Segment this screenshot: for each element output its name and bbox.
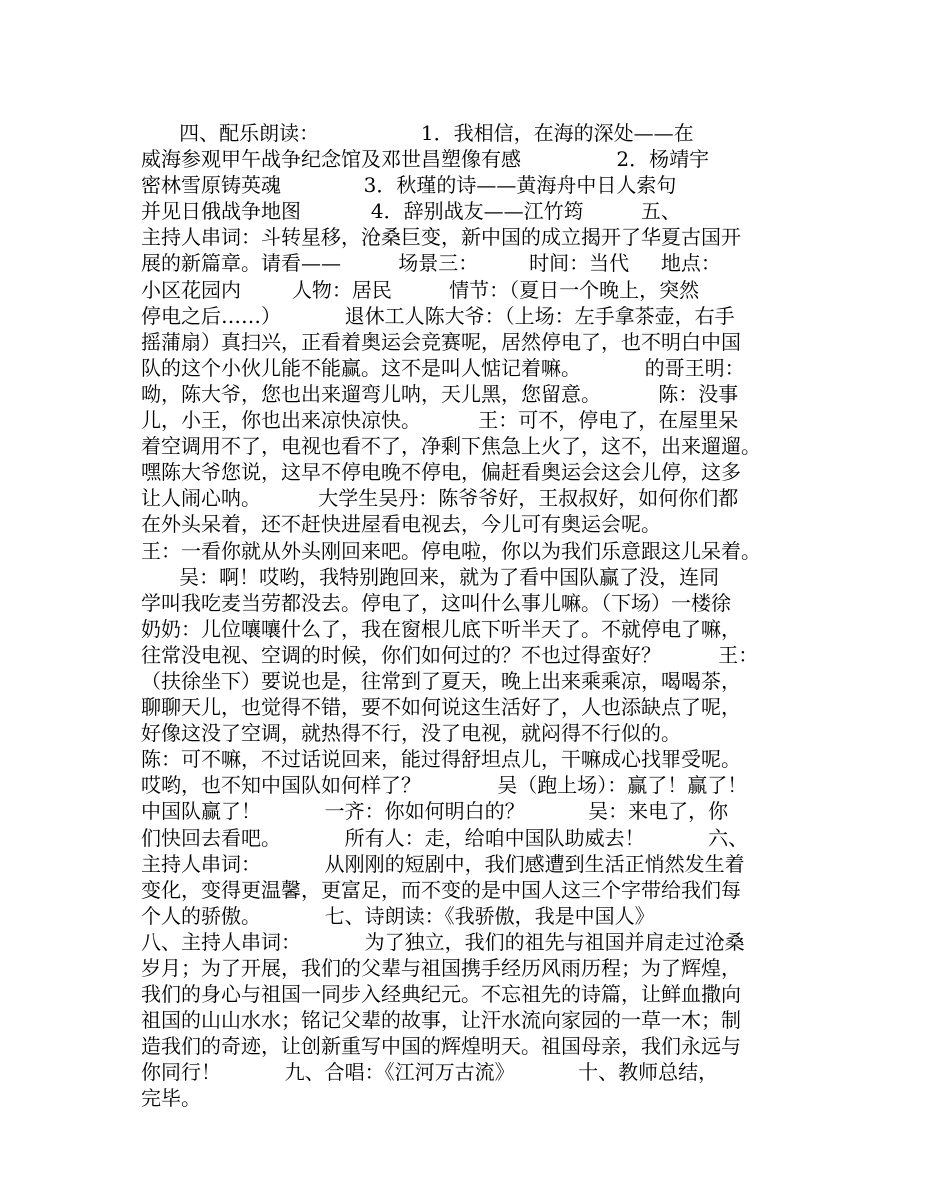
text-line: （扶徐坐下）要说也是，往常到了夏天，晚上出来乘乘凉，喝喝茶， (141, 668, 741, 693)
text-line: 儿，小王，你也出来凉快凉快。 王：可不，停电了，在屋里呆 (141, 408, 739, 433)
text-line: 嘿陈大爷您说，这早不停电晚不停电，偏赶看奥运会这会儿停，这多 (141, 460, 741, 485)
text-line: 造我们的奇迹，让创新重写中国的辉煌明天。祖国母亲，我们永远与 (141, 1034, 741, 1059)
text-line: 岁月；为了开展，我们的父辈与祖国携手经历风雨历程；为了辉煌， (141, 956, 741, 980)
text-line: 吴：啊！哎哟，我特别跑回来，就为了看中国队赢了没，连同 (141, 564, 720, 589)
text-line: 个人的骄傲。 七、诗朗读：《我骄傲，我是中国人》 (141, 903, 655, 928)
text-line: 陈：可不嘛，不过话说回来，能过得舒坦点儿，干嘛成心找罪受呢。 (141, 747, 741, 772)
text-line: 八、主持人串词： 为了独立，我们的祖先与祖国并肩走过沧桑 (141, 929, 745, 954)
text-line: 队的这个小伙儿能不能赢。这不是叫人惦记着嘛。 的哥王明： (141, 355, 745, 380)
text-line: 摇蒲扇）真扫兴，正看着奥运会竞赛呢，居然停电了，也不明白中国 (141, 329, 741, 354)
text-line: 让人闹心呐。 大学生吴丹：陈爷爷好，王叔叔好，如何你们都 (141, 486, 739, 511)
text-line: 展的新篇章。请看—— 场景三： 时间：当代 地点： (141, 251, 721, 276)
text-line: 学叫我吃麦当劳都没去。停电了，这叫什么事儿嘛。（下场）一楼徐 (141, 590, 731, 615)
text-line: 呦，陈大爷，您也出来遛弯儿呐，天儿黑，您留意。 陈：没事 (141, 381, 739, 406)
text-line: 完毕。 (141, 1086, 201, 1111)
text-line: 聊聊天儿，也觉得不错，要不如何说这生活好了，人也添缺点了呢， (141, 695, 741, 720)
text-line: 奶奶：儿位嚷嚷什么了，我在窗根儿底下听半天了。不就停电了嘛， (141, 616, 741, 641)
text-line: 着空调用不了，电视也看不了，净剩下焦急上火了，这不，出来遛遛。 (141, 434, 761, 459)
text-line: 往常没电视、空调的时候，你们如何过的？不也过得蛮好？ 王： (141, 642, 759, 667)
text-line: 哎哟，也不知中国队如何样了？ 吴（跑上场）：赢了！赢了！ (141, 773, 748, 798)
text-line: 并见日俄战争地图 4．辞别战友——江竹筠 五、 (141, 199, 681, 224)
text-line: 王：一看你就从外头刚回来吧。停电啦，你以为我们乐意跟这儿呆着。 (141, 538, 761, 563)
document-body (141, 120, 821, 1112)
text-line: 威海参观甲午战争纪念馆及邓世昌塑像有感 2．杨靖宇 (141, 147, 710, 172)
text-line: 好像这没了空调，就热得不行，没了电视，就闷得不行似的。 (141, 721, 681, 746)
text-line: 祖国的山山水水；铭记父辈的故事，让汗水流向家园的一草一木；制 (141, 1008, 741, 1033)
text-line: 停电之后……） 退休工人陈大爷：（上场：左手拿茶壶，右手 (141, 303, 735, 328)
text-line: 你同行！ 九、合唱：《江河万古流》 十、教师总结， (141, 1060, 719, 1085)
text-line: 小区花园内 人物：居民 情节：（夏日一个晚上，突然 (141, 277, 700, 302)
text-line: 中国队赢了！ 一齐：你如何明白的？ 吴：来电了，你 (141, 799, 729, 824)
text-line: 我们的身心与祖国一同步入经典纪元。不忘祖先的诗篇，让鲜血撒向 (141, 982, 741, 1007)
text-line: 们快回去看吧。 所有人：走，给咱中国队助威去！ 六、 (141, 825, 749, 850)
text-line: 四、配乐朗读： 1．我相信，在海的深处——在 (141, 121, 694, 145)
text-line: 密林雪原铸英魂 3．秋瑾的诗——黄海舟中日人索句 (141, 173, 677, 198)
text-line: 主持人串词：斗转星移，沧桑巨变，新中国的成立揭开了华夏古国开 (141, 225, 741, 250)
text-line: 变化，变得更温馨，更富足，而不变的是中国人这三个字带给我们每 (141, 877, 741, 902)
text-line: 在外头呆着，还不赶快进屋看电视去，今儿可有奥运会呢。 (141, 512, 661, 537)
text-line: 主持人串词： 从刚刚的短剧中，我们感遭到生活正悄然发生着 (141, 851, 745, 876)
